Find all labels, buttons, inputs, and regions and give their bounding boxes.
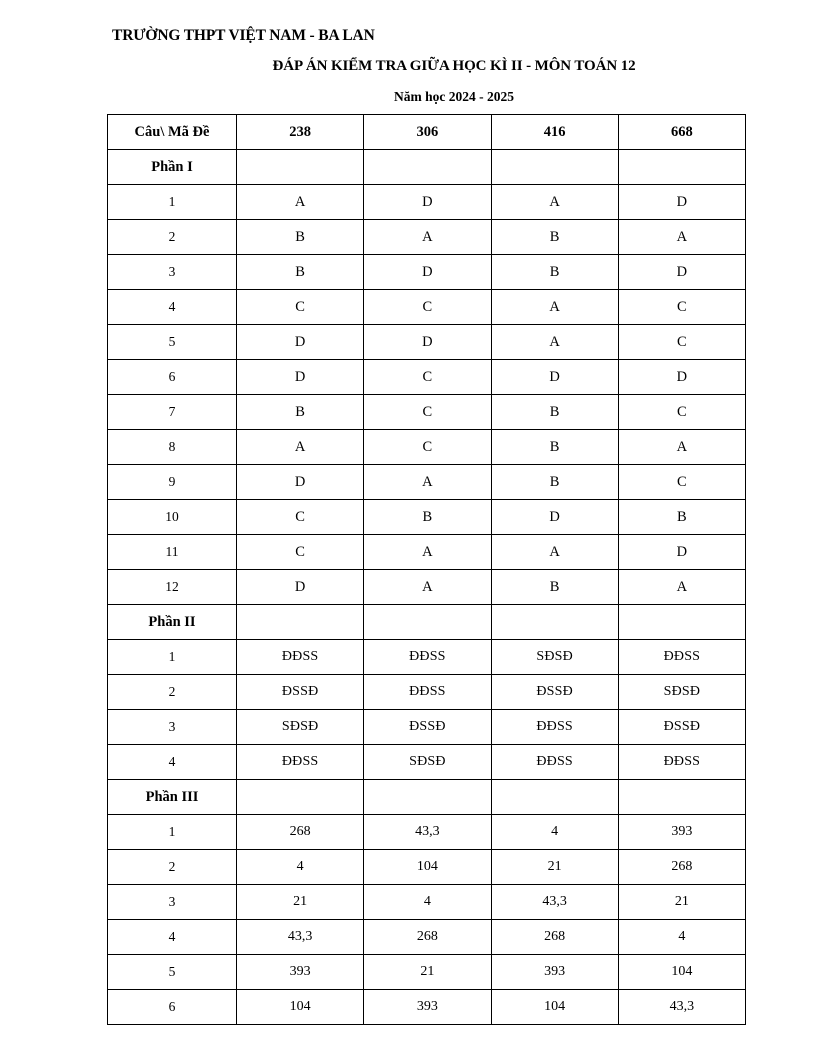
- table-row: [108, 185, 746, 220]
- answer-cell: ĐSSĐ: [491, 675, 618, 710]
- section-empty-cell: [237, 150, 364, 185]
- question-number: 10: [108, 500, 237, 535]
- answer-cell: A: [237, 430, 364, 465]
- answer-cell: 21: [491, 850, 618, 885]
- table-row: [108, 640, 746, 675]
- answer-cell: 104: [491, 990, 618, 1025]
- answer-cell: 21: [237, 885, 364, 920]
- answer-cell: ĐĐSS: [618, 640, 745, 675]
- table-row: [108, 955, 746, 990]
- question-number: 3: [108, 255, 237, 290]
- question-number: 5: [108, 325, 237, 360]
- answer-cell: A: [237, 185, 364, 220]
- answer-cell: B: [364, 500, 491, 535]
- section-label: Phần II: [108, 605, 237, 640]
- answer-cell: D: [491, 500, 618, 535]
- answer-cell: 43,3: [364, 815, 491, 850]
- answer-cell: A: [364, 570, 491, 605]
- answer-cell: 21: [364, 955, 491, 990]
- answer-cell: D: [618, 535, 745, 570]
- answer-cell: ĐSSĐ: [237, 675, 364, 710]
- column-header-code-668: 668: [618, 115, 745, 150]
- table-row: [108, 430, 746, 465]
- question-number: 6: [108, 360, 237, 395]
- table-row: [108, 815, 746, 850]
- answer-cell: SĐSĐ: [364, 745, 491, 780]
- answer-cell: D: [237, 325, 364, 360]
- answer-cell: ĐĐSS: [237, 745, 364, 780]
- answer-cell: B: [618, 500, 745, 535]
- table-section-row: [108, 150, 746, 185]
- answer-cell: A: [491, 535, 618, 570]
- table-row: [108, 745, 746, 780]
- answer-cell: SĐSĐ: [618, 675, 745, 710]
- answer-cell: B: [237, 395, 364, 430]
- table-row: [108, 920, 746, 955]
- answer-cell: B: [237, 220, 364, 255]
- answer-cell: A: [491, 185, 618, 220]
- table-row: [108, 850, 746, 885]
- answer-cell: 393: [237, 955, 364, 990]
- answer-cell: 4: [491, 815, 618, 850]
- answer-cell: C: [237, 500, 364, 535]
- exam-title: ĐÁP ÁN KIỂM TRA GIỮA HỌC KÌ II - MÔN TOÁN 12: [272, 58, 636, 74]
- section-empty-cell: [364, 780, 491, 815]
- answer-cell: D: [364, 185, 491, 220]
- answer-cell: 268: [491, 920, 618, 955]
- table-row: [108, 290, 746, 325]
- answer-cell: 43,3: [618, 990, 745, 1025]
- table-row: [108, 395, 746, 430]
- answer-cell: ĐĐSS: [364, 675, 491, 710]
- table-row: [108, 535, 746, 570]
- answer-cell: 393: [364, 990, 491, 1025]
- answer-cell: SĐSĐ: [491, 640, 618, 675]
- answer-cell: B: [491, 430, 618, 465]
- answer-cell: D: [618, 185, 745, 220]
- answer-cell: ĐĐSS: [491, 710, 618, 745]
- answer-cell: C: [364, 430, 491, 465]
- answer-cell: B: [491, 465, 618, 500]
- question-number: 8: [108, 430, 237, 465]
- answer-cell: 43,3: [237, 920, 364, 955]
- section-label: Phần I: [108, 150, 237, 185]
- question-number: 4: [108, 920, 237, 955]
- column-header-cau: Câu\ Mã Đề: [108, 115, 237, 150]
- answer-cell: C: [364, 360, 491, 395]
- question-number: 11: [108, 535, 237, 570]
- table-row: [108, 990, 746, 1025]
- table-row: [108, 255, 746, 290]
- question-number: 2: [108, 850, 237, 885]
- question-number: 4: [108, 290, 237, 325]
- answer-cell: 21: [618, 885, 745, 920]
- answer-cell: 268: [618, 850, 745, 885]
- section-empty-cell: [491, 605, 618, 640]
- answer-cell: D: [237, 360, 364, 395]
- answer-cell: 104: [364, 850, 491, 885]
- column-header-code-306: 306: [364, 115, 491, 150]
- answer-cell: A: [618, 570, 745, 605]
- column-header-code-238: 238: [237, 115, 364, 150]
- answer-cell: 268: [237, 815, 364, 850]
- table-row: [108, 675, 746, 710]
- answer-cell: C: [237, 290, 364, 325]
- answer-cell: B: [491, 255, 618, 290]
- answer-cell: C: [618, 395, 745, 430]
- question-number: 7: [108, 395, 237, 430]
- question-number: 1: [108, 185, 237, 220]
- answer-cell: D: [237, 465, 364, 500]
- answer-cell: 393: [618, 815, 745, 850]
- table-row: [108, 500, 746, 535]
- document-heading: [0, 26, 816, 106]
- section-empty-cell: [618, 780, 745, 815]
- answer-cell: 43,3: [491, 885, 618, 920]
- school-name: TRƯỜNG THPT VIỆT NAM - BA LAN: [112, 27, 375, 44]
- answer-cell: B: [491, 220, 618, 255]
- answer-key-table: [107, 114, 746, 1025]
- section-label: Phần III: [108, 780, 237, 815]
- table-row: [108, 325, 746, 360]
- table-section-row: [108, 605, 746, 640]
- section-empty-cell: [491, 780, 618, 815]
- answer-cell: C: [618, 465, 745, 500]
- question-number: 3: [108, 885, 237, 920]
- answer-cell: D: [364, 325, 491, 360]
- question-number: 5: [108, 955, 237, 990]
- answer-cell: ĐSSĐ: [618, 710, 745, 745]
- answer-cell: D: [237, 570, 364, 605]
- question-number: 9: [108, 465, 237, 500]
- column-header-code-416: 416: [491, 115, 618, 150]
- answer-cell: 4: [237, 850, 364, 885]
- answer-cell: D: [618, 360, 745, 395]
- answer-cell: B: [237, 255, 364, 290]
- answer-cell: A: [491, 325, 618, 360]
- answer-cell: 4: [618, 920, 745, 955]
- table-row: [108, 570, 746, 605]
- answer-cell: C: [618, 290, 745, 325]
- question-number: 3: [108, 710, 237, 745]
- section-empty-cell: [237, 780, 364, 815]
- question-number: 1: [108, 815, 237, 850]
- section-empty-cell: [364, 605, 491, 640]
- answer-cell: 393: [491, 955, 618, 990]
- answer-cell: A: [364, 535, 491, 570]
- answer-cell: A: [618, 220, 745, 255]
- section-empty-cell: [618, 605, 745, 640]
- question-number: 4: [108, 745, 237, 780]
- table-row: [108, 885, 746, 920]
- answer-cell: D: [364, 255, 491, 290]
- answer-cell: A: [491, 290, 618, 325]
- answer-cell: D: [491, 360, 618, 395]
- school-year: Năm học 2024 - 2025: [394, 89, 514, 104]
- table-section-row: [108, 780, 746, 815]
- table-row: [108, 360, 746, 395]
- table-header-row: [108, 115, 746, 150]
- table-row: [108, 465, 746, 500]
- answer-cell: 268: [364, 920, 491, 955]
- answer-cell: D: [618, 255, 745, 290]
- table-row: [108, 710, 746, 745]
- table-row: [108, 220, 746, 255]
- answer-cell: SĐSĐ: [237, 710, 364, 745]
- question-number: 2: [108, 675, 237, 710]
- answer-cell: ĐĐSS: [618, 745, 745, 780]
- answer-cell: A: [364, 220, 491, 255]
- section-empty-cell: [237, 605, 364, 640]
- section-empty-cell: [364, 150, 491, 185]
- answer-cell: C: [364, 395, 491, 430]
- question-number: 1: [108, 640, 237, 675]
- answer-cell: 104: [237, 990, 364, 1025]
- answer-cell: ĐĐSS: [364, 640, 491, 675]
- question-number: 12: [108, 570, 237, 605]
- answer-cell: C: [364, 290, 491, 325]
- answer-cell: ĐĐSS: [491, 745, 618, 780]
- question-number: 2: [108, 220, 237, 255]
- answer-cell: A: [618, 430, 745, 465]
- section-empty-cell: [618, 150, 745, 185]
- answer-cell: B: [491, 570, 618, 605]
- answer-key-table-wrapper: [107, 114, 745, 1025]
- answer-cell: 104: [618, 955, 745, 990]
- answer-cell: C: [618, 325, 745, 360]
- answer-cell: B: [491, 395, 618, 430]
- answer-cell: C: [237, 535, 364, 570]
- answer-cell: A: [364, 465, 491, 500]
- question-number: 6: [108, 990, 237, 1025]
- answer-cell: ĐĐSS: [237, 640, 364, 675]
- answer-cell: ĐSSĐ: [364, 710, 491, 745]
- section-empty-cell: [491, 150, 618, 185]
- answer-cell: 4: [364, 885, 491, 920]
